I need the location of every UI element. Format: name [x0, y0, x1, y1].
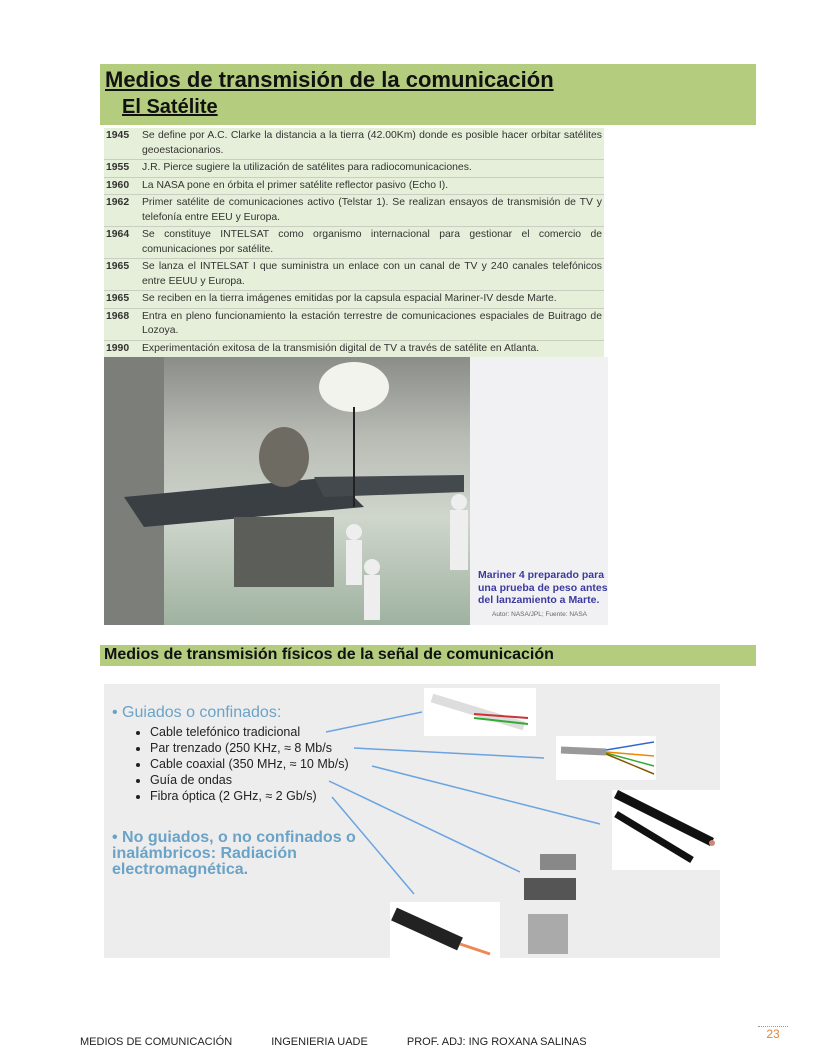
timeline-row — [104, 160, 604, 178]
timeline-year: 1955 — [106, 162, 130, 173]
photo-caption: Mariner 4 preparado para una prueba de peso antes del lanzamiento a Marte. — [478, 569, 608, 606]
list-item: • Guía de ondas — [150, 772, 349, 788]
timeline-text: Se define por A.C. Clarke la distancia a la tierra (42.00Km) donde es posible hacer orbitar satélites geoestacionarios. — [142, 130, 602, 156]
photo-credit: Autor: NASA/JPL; Fuente: NASA — [492, 611, 588, 618]
telephone-cable-image — [424, 688, 536, 736]
timeline-text: J.R. Pierce sugiere la utilización de satélites para radiocomunicaciones. — [142, 162, 472, 173]
timeline-row — [104, 259, 604, 291]
timeline-row — [104, 309, 604, 341]
transmission-media-slide — [104, 684, 720, 958]
timeline-row — [104, 291, 604, 309]
timeline-text: Se lanza el INTELSAT I que suministra un enlace con un canal de TV y 240 canales telefónicos entre EEUU y Europa. — [142, 261, 602, 287]
timeline-year: 1990 — [106, 342, 130, 354]
photo-caption-box — [470, 357, 608, 625]
mariner-photo — [104, 357, 470, 625]
timeline-year: 1965 — [106, 293, 130, 304]
timeline-text: La NASA pone en órbita el primer satélite reflector pasivo (Echo I). — [142, 179, 449, 191]
unguided-label: No guiados, o no confinados o inalámbricos: Radiación electromagnética. — [112, 829, 356, 878]
timeline-year: 1964 — [106, 229, 130, 240]
timeline-text: Experimentación exitosa de la transmisión digital de TV a través de satélite en Atlanta. — [142, 342, 540, 354]
timeline-text: Entra en pleno funcionamiento la estación terrestre de comunicaciones espaciales de Buitrago de Lozoya. — [142, 310, 602, 336]
timeline-year: 1962 — [106, 197, 130, 208]
timeline-row — [104, 227, 604, 259]
timeline-row — [104, 195, 604, 227]
list-item: • Cable telefónico tradicional — [150, 724, 349, 740]
list-item: • Fibra óptica (2 GHz, ≈ 2 Gb/s) — [150, 788, 349, 804]
unguided-heading: • No guiados, o no confinados o inalámbricos: Radiación electromagnética. — [112, 829, 356, 878]
coaxial-cable-image — [612, 790, 720, 870]
spacecraft-illustration — [104, 357, 470, 625]
timeline-text: Se reciben en la tierra imágenes emitidas por la capsula espacial Mariner-IV desde Marte. — [142, 293, 557, 304]
footer-course: MEDIOS DE COMUNICACIÓN — [80, 1036, 233, 1048]
timeline-year: 1960 — [106, 179, 130, 191]
section-header — [100, 645, 756, 666]
timeline-row — [104, 128, 604, 160]
timeline-year: 1945 — [106, 130, 130, 141]
timeline-row — [104, 341, 604, 359]
optical-fiber-image — [390, 902, 500, 958]
timeline-text: Se constituye INTELSAT como organismo internacional para gestionar el comercio de comunicaciones por satélite. — [142, 229, 602, 255]
footer-school: INGENIERIA UADE — [271, 1036, 368, 1048]
section-title: Medios de transmisión físicos de la señal de comunicación — [104, 646, 554, 663]
waveguide-image — [520, 848, 586, 958]
timeline-table — [104, 128, 604, 358]
page-number: 23 — [758, 1026, 788, 1041]
timeline-text: Primer satélite de comunicaciones activo (Telstar 1). Se realizan ensayos de transmisión de TV y telefonía entre EEU y Europa. — [142, 197, 602, 223]
page-footer — [80, 1036, 623, 1048]
timeline-year: 1965 — [106, 261, 130, 272]
twisted-pair-image — [556, 736, 656, 780]
timeline-year: 1968 — [106, 310, 130, 322]
page-title: Medios de transmisión de la comunicación — [105, 67, 554, 92]
guided-label: Guiados o confinados: — [122, 704, 282, 721]
section-subtitle: El Satélite — [122, 96, 218, 118]
footer-professor: PROF. ADJ: ING ROXANA SALINAS — [406, 1036, 587, 1048]
list-item: • Par trenzado (250 KHz, ≈ 8 Mb/s — [150, 740, 349, 756]
guided-heading: • Guiados o confinados: — [112, 704, 282, 721]
page-header — [100, 64, 756, 125]
list-item: • Cable coaxial (350 MHz, ≈ 10 Mb/s) — [150, 756, 349, 772]
timeline-row — [104, 178, 604, 196]
